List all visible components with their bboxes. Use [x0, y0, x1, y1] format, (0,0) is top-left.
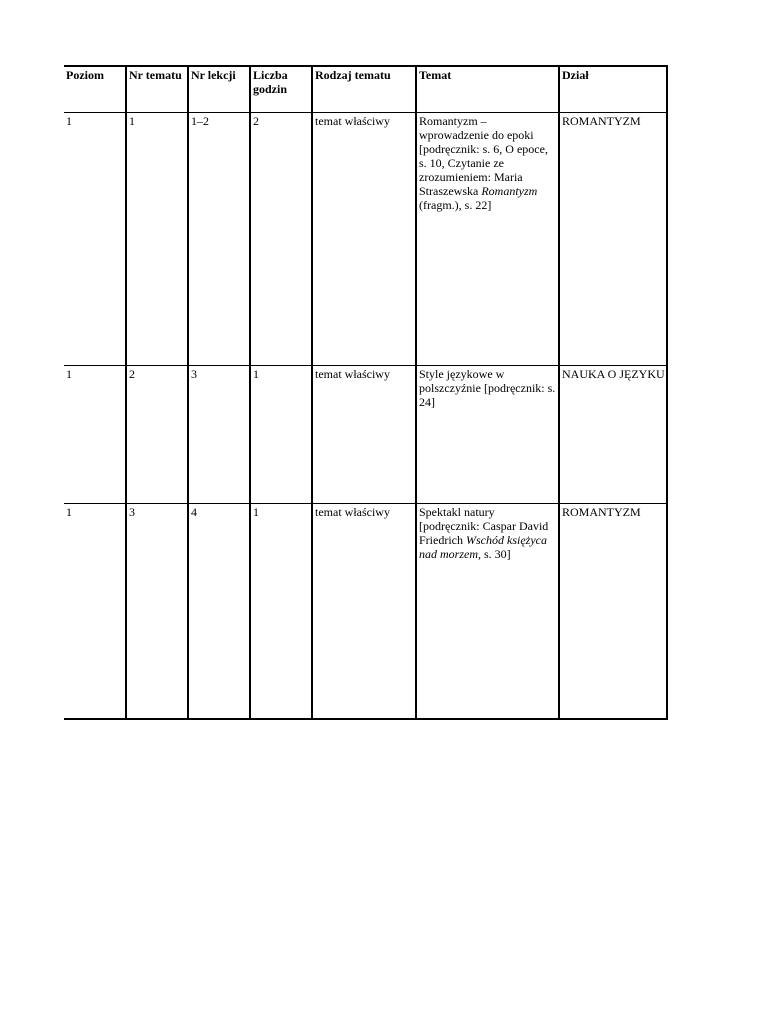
cell-nr-lekcji: 4 [188, 504, 250, 720]
cell-nr-lekcji: 3 [188, 366, 250, 504]
lesson-plan-table [64, 65, 668, 720]
cell-temat [416, 366, 559, 504]
cell-nr-tematu: 1 [126, 113, 188, 366]
temat-text-post: s. 30] [481, 547, 511, 561]
temat-text [419, 367, 557, 409]
cell-dzial: NAUKA O JĘZYKU [559, 366, 667, 504]
temat-text-italic: Romantyzm [481, 184, 538, 198]
temat-text-post: (fragm.), s. 22] [419, 198, 492, 212]
header-poziom: Poziom [64, 66, 126, 113]
header-nr-tematu: Nr tematu [126, 66, 188, 113]
temat-text-italic: Wschód księżyca nad morzem, [419, 533, 547, 561]
temat-text-pre: Romantyzm – wprowadzenie do epoki [podręcznik: s. 6, O epoce, s. 10, Czytanie ze zrozumieniem: Maria Straszewska [419, 114, 548, 198]
header-temat: Temat [416, 66, 559, 113]
table-row [64, 113, 667, 366]
temat-text-pre: Spektakl natury [podręcznik: Caspar David Friedrich [419, 505, 549, 547]
cell-nr-tematu: 2 [126, 366, 188, 504]
cell-liczba-godzin: 1 [250, 366, 312, 504]
table-row [64, 504, 667, 720]
cell-nr-tematu: 3 [126, 504, 188, 720]
cell-rodzaj-tematu: temat właściwy [312, 504, 416, 720]
cell-liczba-godzin: 2 [250, 113, 312, 366]
header-nr-lekcji: Nr lekcji [188, 66, 250, 113]
cell-poziom: 1 [64, 504, 126, 720]
cell-rodzaj-tematu: temat właściwy [312, 113, 416, 366]
cell-temat [416, 113, 559, 366]
cell-liczba-godzin: 1 [250, 504, 312, 720]
temat-text-pre: Style językowe w polszczyźnie [podręcznik: s. 24] [419, 367, 556, 409]
header-liczba-godzin: Liczba godzin [250, 66, 312, 113]
temat-text [419, 114, 557, 212]
header-rodzaj-tematu: Rodzaj tematu [312, 66, 416, 113]
cell-poziom: 1 [64, 113, 126, 366]
table-header-row [64, 66, 667, 113]
cell-temat [416, 504, 559, 720]
table-row [64, 366, 667, 504]
cell-nr-lekcji: 1–2 [188, 113, 250, 366]
cell-poziom: 1 [64, 366, 126, 504]
temat-text [419, 505, 557, 561]
cell-rodzaj-tematu: temat właściwy [312, 366, 416, 504]
cell-dzial: ROMANTYZM [559, 504, 667, 720]
header-dzial: Dział [559, 66, 667, 113]
cell-dzial: ROMANTYZM [559, 113, 667, 366]
